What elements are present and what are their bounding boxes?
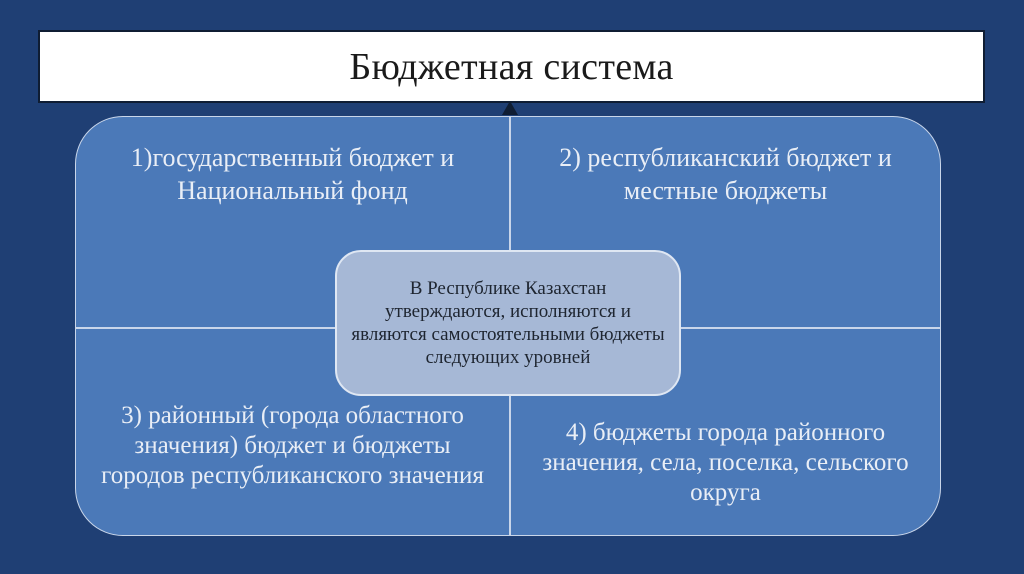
title-connector-arrow [502,101,518,115]
quadrant-2: 2) республиканский бюджет и местные бюджеты [559,143,892,205]
center-text: В Республике Казахстан утверждаются, исполняются и являются самостоятельными бюджеты следующих уровней [351,278,665,368]
quadrant-3: 3) районный (города областного значения) бюджет и бюджеты городов республиканского значения [101,402,484,489]
quadrant-4: 4) бюджеты города районного значения, села, поселка, сельского округа [542,419,909,506]
quadrant-1: 1)государственный бюджет и Национальный фонд [130,143,455,205]
diagram-title: Бюджетная система [349,45,674,88]
title-box [38,30,985,103]
center-box [335,250,681,396]
